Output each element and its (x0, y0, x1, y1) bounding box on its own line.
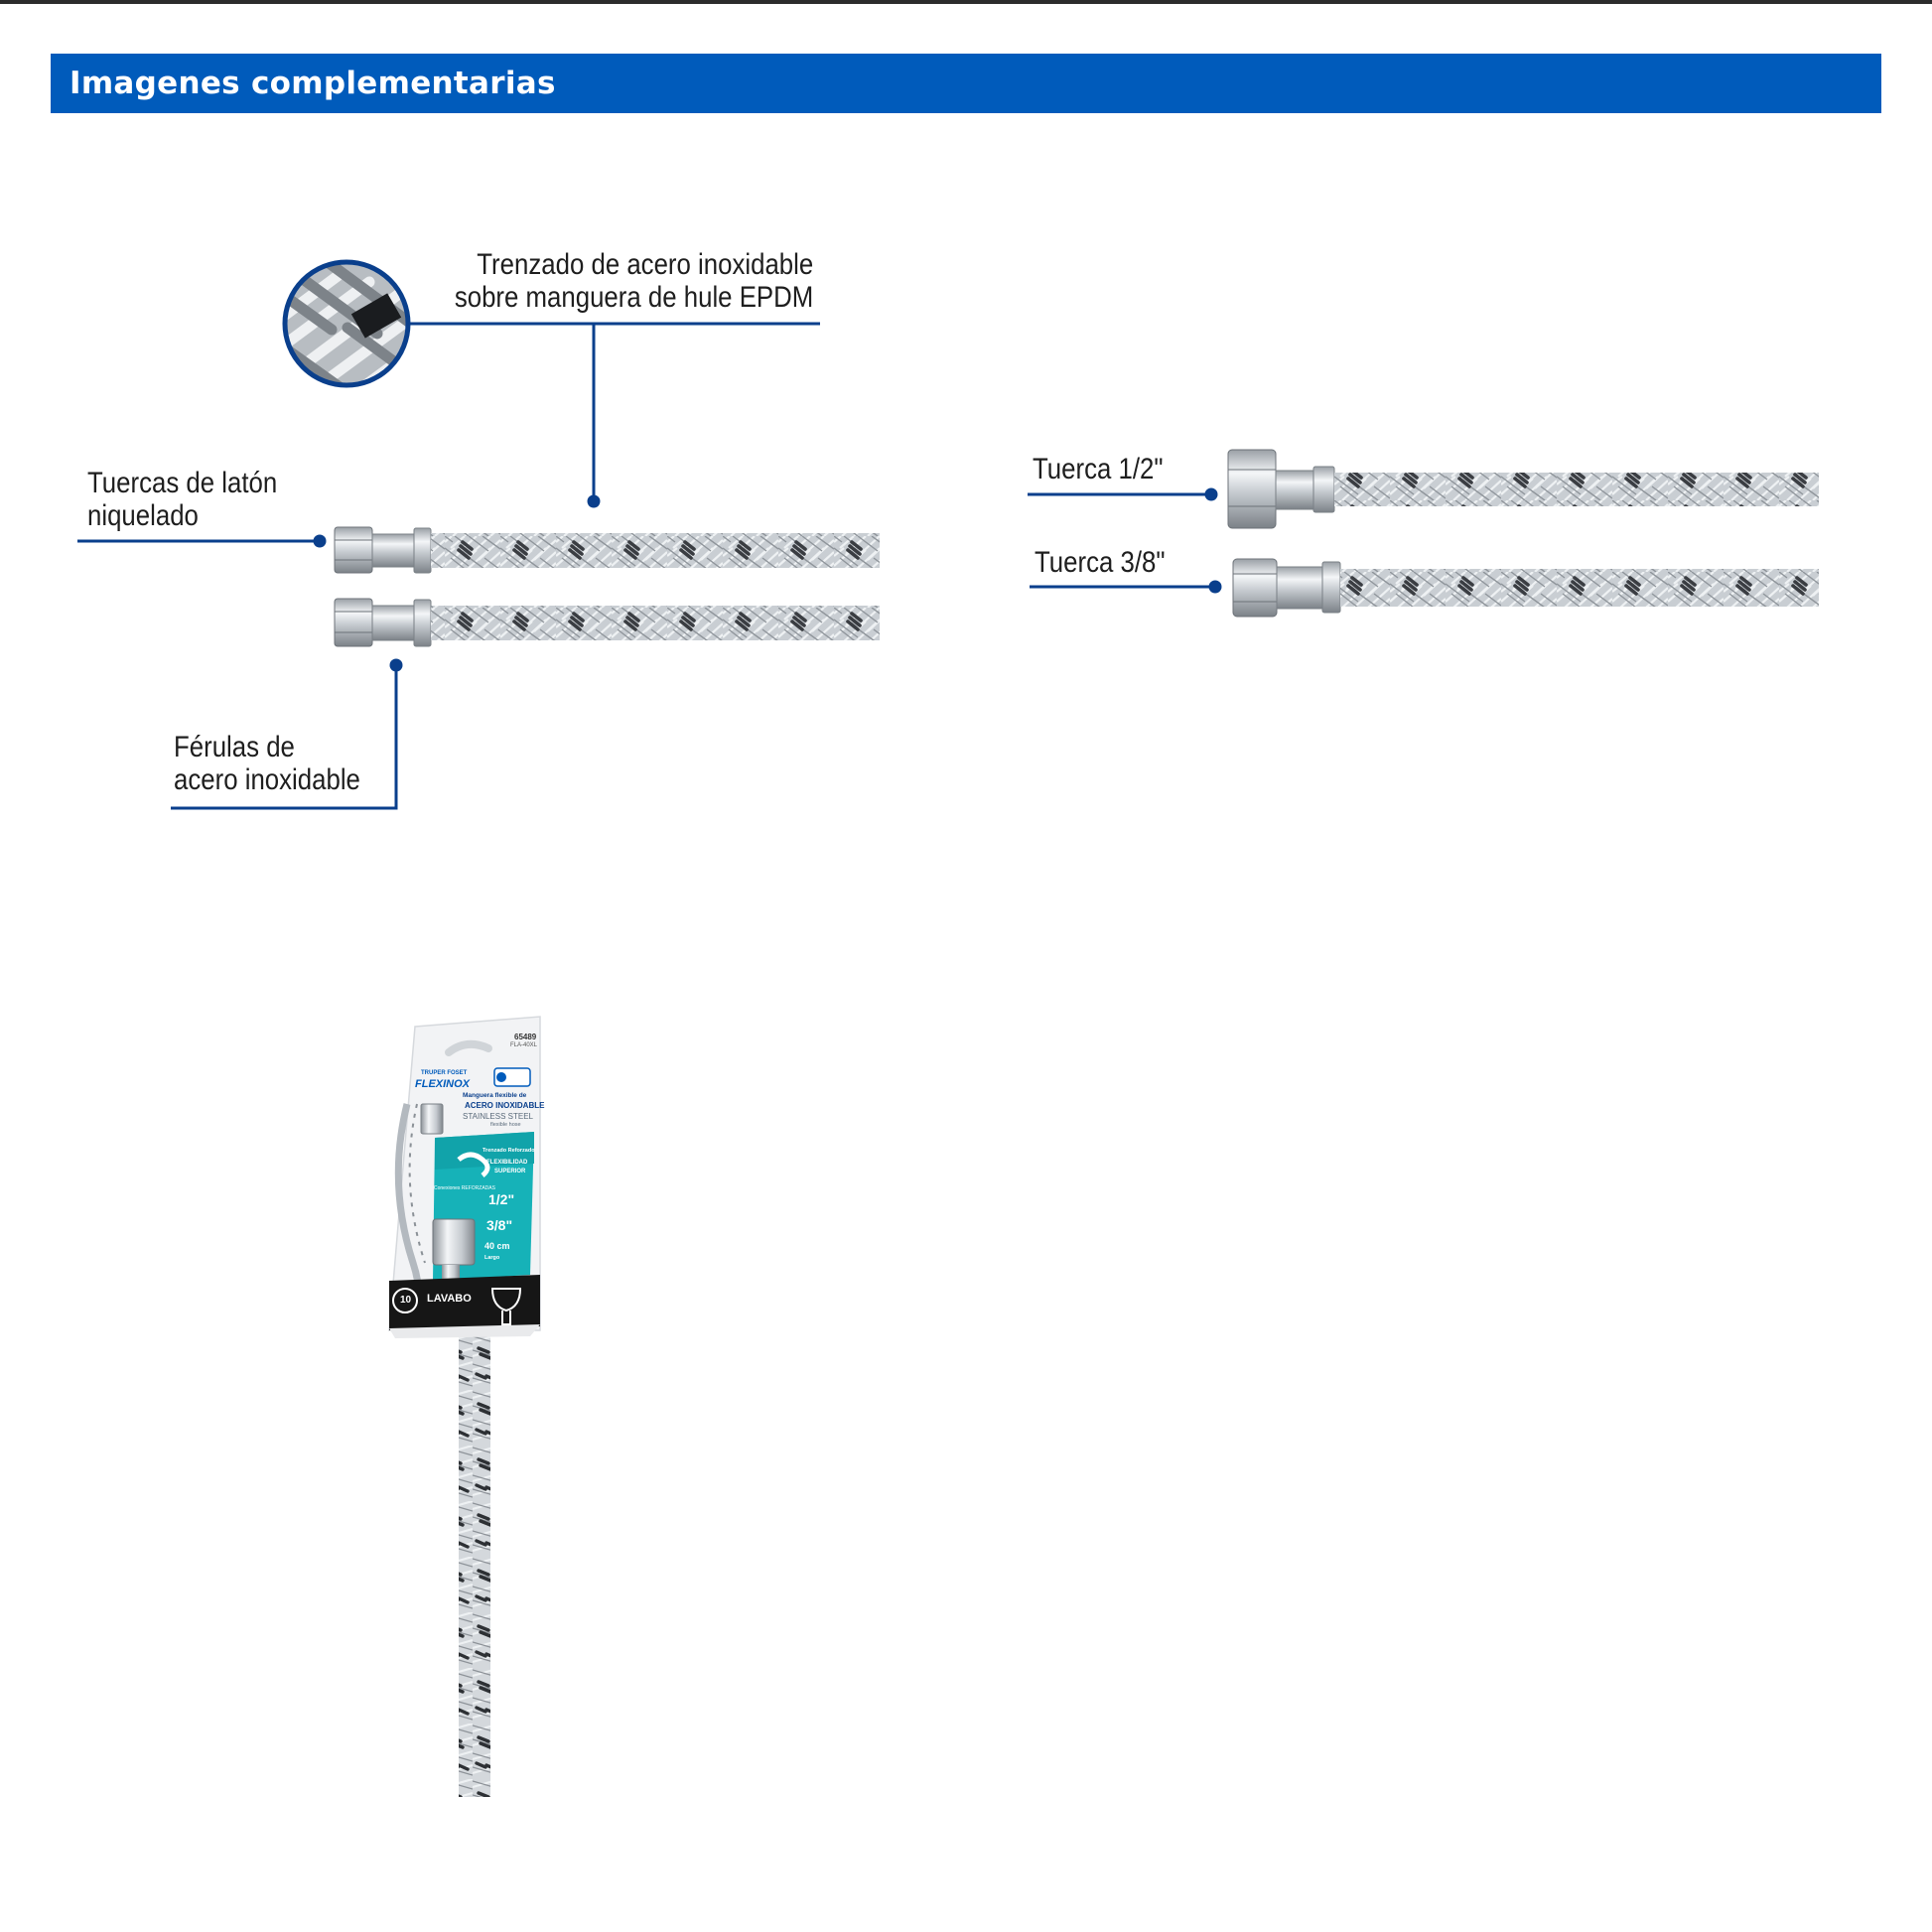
callout-nut-three-eighths (1035, 546, 1166, 579)
package-connections: Conexiones REFORZADAS (434, 1185, 495, 1191)
callout-nuts (87, 467, 277, 532)
callout-nut-half (1033, 453, 1164, 485)
package-hose (459, 1311, 490, 1797)
callout-nuts-line1: Tuercas de latón (87, 467, 278, 499)
package-brand-small: TRUPER FOSET (421, 1070, 468, 1076)
package (389, 1017, 540, 1797)
package-size-half: 1/2" (488, 1191, 515, 1207)
package-desc-en-1: STAINLESS STEEL (463, 1112, 533, 1121)
package-brand: FLEXINOX (415, 1078, 471, 1090)
package-desc-en-2: flexible hose (490, 1122, 521, 1128)
hose-three-eighths (1233, 559, 1819, 617)
package-feature-3: SUPERIOR (494, 1169, 526, 1174)
package-feature-2: FLEXIBILIDAD (486, 1160, 528, 1166)
package-size-3-8: 3/8" (486, 1217, 513, 1233)
callout-nuts-line2: niquelado (87, 499, 199, 532)
package-desc-es-2: ACERO INOXIDABLE (465, 1101, 545, 1110)
package-desc-es-1: Manguera flexible de (463, 1092, 527, 1099)
package-warranty: 10 (400, 1295, 412, 1306)
section-title: Imagenes complementarias (69, 66, 556, 101)
callout-nut-three-eighths-text: Tuerca 3/8" (1035, 546, 1166, 579)
package-length-label: Largo (484, 1255, 500, 1261)
callout-ferrules (174, 731, 360, 796)
hose-lower (335, 599, 880, 646)
callout-braid-line2: sobre manguera de hule EPDM (454, 281, 813, 314)
braid-magnifier (268, 256, 417, 395)
package-feature-1: Trenzado Reforzado (483, 1148, 535, 1154)
callout-ferrules-line2: acero inoxidable (174, 763, 360, 796)
callout-ferrules-line1: Férulas de (174, 731, 295, 763)
package-length: 40 cm (484, 1241, 510, 1251)
hose-half-inch (1228, 450, 1819, 528)
callout-braid (455, 248, 813, 314)
package-code: 65489 (514, 1033, 537, 1041)
leader-dots (314, 488, 1222, 672)
callout-nut-half-text: Tuerca 1/2" (1033, 453, 1164, 485)
package-usage: LAVABO (427, 1293, 472, 1305)
callout-braid-line1: Trenzado de acero inoxidable (477, 248, 813, 281)
hose-upper (335, 527, 880, 573)
package-model: FLA-40XL (510, 1042, 538, 1048)
